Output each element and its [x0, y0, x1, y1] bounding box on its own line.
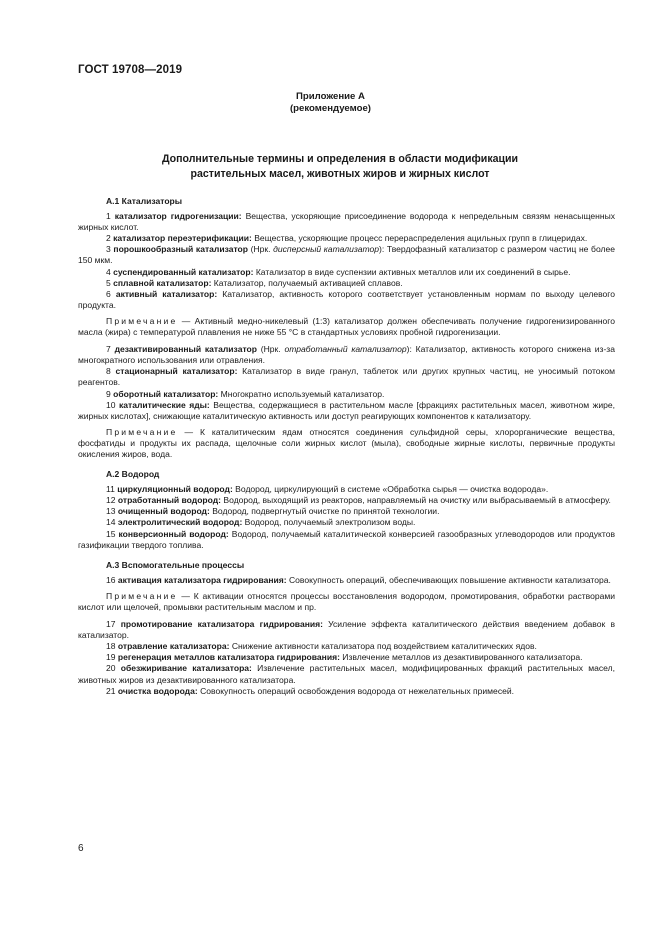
entry-number: 11	[106, 484, 118, 495]
entry-definition: Совокупность операций освобождения водорода от нежелательных примесей.	[197, 685, 514, 696]
main-title-line-1: Дополнительные термины и определения в области модификации	[161, 153, 519, 165]
entry-term: оборотный катализатор:	[113, 388, 219, 399]
entry-definition: ): Твердофазный катализатор с размером частиц не более 150 мкм.	[78, 244, 616, 266]
entry-definition: Водород, подвергнутый очистке по принятой технологии.	[209, 506, 440, 517]
entry-definition: Водород, циркулирующий в системе «Обработка сырья — очистка водорода».	[232, 484, 549, 495]
entry-term: активный катализатор:	[115, 288, 218, 299]
entry-number: 6	[106, 288, 116, 299]
entry-number: 5	[106, 277, 114, 288]
section-heading-a2: А.2 Водород	[106, 469, 160, 480]
note-3	[78, 591, 615, 613]
entry-number: 12	[106, 495, 118, 506]
entry-term: обезжиривание катализатора:	[120, 663, 252, 674]
note-text: — К каталитическим ядам относятся соединения сульфидной серы, хлорорганические вещества, фосфатиды и продукты их распада, щелочные соли жирных кислот (мыла), свободные жирные кислоты, первичные продукты окисления жиров, вода.	[78, 426, 615, 459]
note-2	[78, 427, 615, 460]
term-entry-15	[78, 529, 615, 551]
entry-number: 17	[106, 619, 121, 630]
entry-definition: Водород, получаемый электролизом воды.	[242, 517, 416, 528]
entry-definition: Катализатор в виде суспензии активных металлов или их соединений в сырье.	[253, 266, 571, 277]
entry-term: дезактивированный катализатор	[114, 344, 257, 355]
term-entry-4	[78, 267, 615, 278]
entry-number: 1	[106, 211, 115, 222]
term-entry-17	[78, 619, 615, 641]
entry-definition: Катализатор, получаемый активацией сплавов.	[211, 277, 403, 288]
entry-term: очистка водорода:	[117, 685, 198, 696]
entry-definition: Извлечение растительных масел, модифицированных фракций растительных масел, животных жиров из дезактивированного катализатора.	[78, 663, 615, 685]
note-text: — К активации относятся процессы восстановления водородом, промотирования, обработки растворами кислот или щелочей, промывки растительным маслом и пр.	[78, 590, 615, 612]
document-code: ГОСТ 19708—2019	[78, 64, 183, 76]
term-entry-16	[78, 575, 615, 586]
entry-term: суспендированный катализатор:	[113, 266, 254, 277]
entry-number: 18	[106, 641, 118, 652]
note-label: Примечание	[106, 590, 178, 601]
appendix-heading	[0, 91, 661, 115]
entry-definition: Водород, выходящий из реакторов, направляемый на очистку или выбрасываемый в атмосферу.	[221, 495, 611, 506]
term-entry-12	[78, 495, 615, 506]
note-text: — Активный медно-никелевый (1:3) катализатор должен обеспечивать получение гидрогенизированного масла (жира) с температурой плавления не ниже 55 °С в стандартных условиях пробной гидрогенизации.	[78, 315, 615, 338]
entry-term: катализатор гидрогенизации:	[114, 211, 242, 222]
term-entry-5	[78, 278, 615, 289]
appendix-title: Приложение А	[296, 91, 365, 102]
entry-number: 16	[106, 574, 118, 585]
entry-term: электролитический водород:	[117, 517, 243, 528]
entry-prefix: (Нрк.	[247, 244, 274, 255]
entry-number: 3	[106, 244, 114, 255]
term-entry-7	[78, 344, 615, 366]
entry-number: 14	[106, 517, 118, 528]
note-label: Примечание	[106, 426, 178, 437]
entry-number: 21	[106, 685, 118, 696]
entry-definition: Совокупность операций, обеспечивающих повышение активности катализатора.	[286, 574, 611, 585]
term-entry-14	[78, 517, 615, 528]
entry-definition: ): Катализатор, активность которого снижена из-за многократного использования или отравления.	[78, 344, 615, 366]
term-entry-2	[78, 233, 615, 244]
entry-term: отравление катализатора:	[117, 641, 230, 652]
term-entry-11	[78, 484, 615, 495]
note-label: Примечание	[106, 315, 178, 326]
entry-number: 13	[106, 506, 118, 517]
entry-term: промотирование катализатора гидрирования:	[120, 619, 323, 630]
entry-deprecated-term: отработанный катализатор	[284, 344, 407, 355]
entry-number: 10	[106, 399, 119, 410]
term-entry-13	[78, 506, 615, 517]
entry-number: 7	[106, 344, 115, 355]
entry-term: каталитические яды:	[119, 399, 210, 410]
entry-term: циркуляционный водород:	[117, 484, 233, 495]
entry-definition: Катализатор в виде гранул, таблеток или других крупных частиц, не уносимый потоком реагентов.	[78, 366, 615, 388]
entry-number: 4	[106, 266, 114, 277]
term-entry-10	[78, 400, 615, 422]
entry-definition: Снижение активности катализатора под воздействием каталитических ядов.	[229, 641, 537, 652]
entry-definition: Усиление эффекта каталитического действия введением добавок в катализатор.	[78, 619, 615, 641]
term-entry-1	[78, 211, 615, 233]
section-heading-a1: А.1 Катализаторы	[106, 196, 183, 206]
entry-number: 9	[106, 388, 114, 399]
term-entry-19	[78, 652, 615, 663]
page-number: 6	[78, 843, 84, 854]
entry-definition: Извлечение металлов из дезактивированного катализатора.	[339, 652, 583, 663]
entry-number: 2	[106, 233, 114, 244]
entry-definition: Вещества, ускоряющие процесс перераспределения ацильных групп в глицеридах.	[251, 233, 588, 244]
entry-term: активация катализатора гидрирования:	[117, 574, 287, 585]
term-entry-6	[78, 289, 615, 311]
term-entry-20	[78, 663, 615, 685]
entry-number: 8	[106, 366, 116, 377]
section-heading-a3: А.3 Вспомогательные процессы	[106, 559, 245, 570]
entry-definition: Многократно используемый катализатор.	[218, 388, 385, 399]
appendix-subtitle: (рекомендуемое)	[289, 103, 371, 114]
entry-term: отработанный водород:	[117, 495, 222, 506]
entry-term: катализатор переэтерификации:	[113, 233, 252, 244]
note-1	[78, 316, 615, 338]
main-title	[100, 152, 580, 182]
document-body	[78, 196, 615, 697]
entry-term: конверсионный водород:	[118, 528, 229, 539]
entry-term: очищенный водород:	[117, 506, 210, 517]
entry-term: регенерация металлов катализатора гидрирования:	[117, 652, 340, 663]
main-title-line-2: растительных масел, животных жиров и жирных кислот	[190, 168, 490, 180]
entry-definition: Вещества, ускоряющие присоединение водорода к непредельным связям ненасыщенных жирных кислот.	[78, 211, 615, 233]
entry-prefix: (Нрк.	[256, 344, 285, 355]
term-entry-18	[78, 641, 615, 652]
entry-deprecated-term: дисперсный катализатор	[273, 244, 379, 255]
term-entry-21	[78, 686, 615, 697]
term-entry-3	[78, 244, 615, 266]
entry-term: стационарный катализатор:	[115, 366, 238, 377]
entry-number: 15	[106, 528, 119, 539]
entry-term: порошкообразный катализатор	[113, 244, 248, 255]
term-entry-9	[78, 389, 615, 400]
entry-number: 19	[106, 652, 118, 663]
entry-term: сплавной катализатор:	[113, 277, 212, 288]
term-entry-8	[78, 366, 615, 388]
entry-definition: Катализатор, активность которого соответствует установленным нормам по выходу целевого продукта.	[78, 288, 615, 310]
entry-definition: Водород, получаемый каталитической конверсией газообразных углеводородов или продуктов газификации твердого топлива.	[78, 528, 615, 550]
entry-number: 20	[106, 663, 121, 674]
entry-definition: Вещества, содержащиеся в растительном масле [фракциях растительных масел, животном жире, жирных кислотах], снижающие каталитическую активность или доступ реагирующих компонентов к катализатору.	[78, 399, 616, 421]
